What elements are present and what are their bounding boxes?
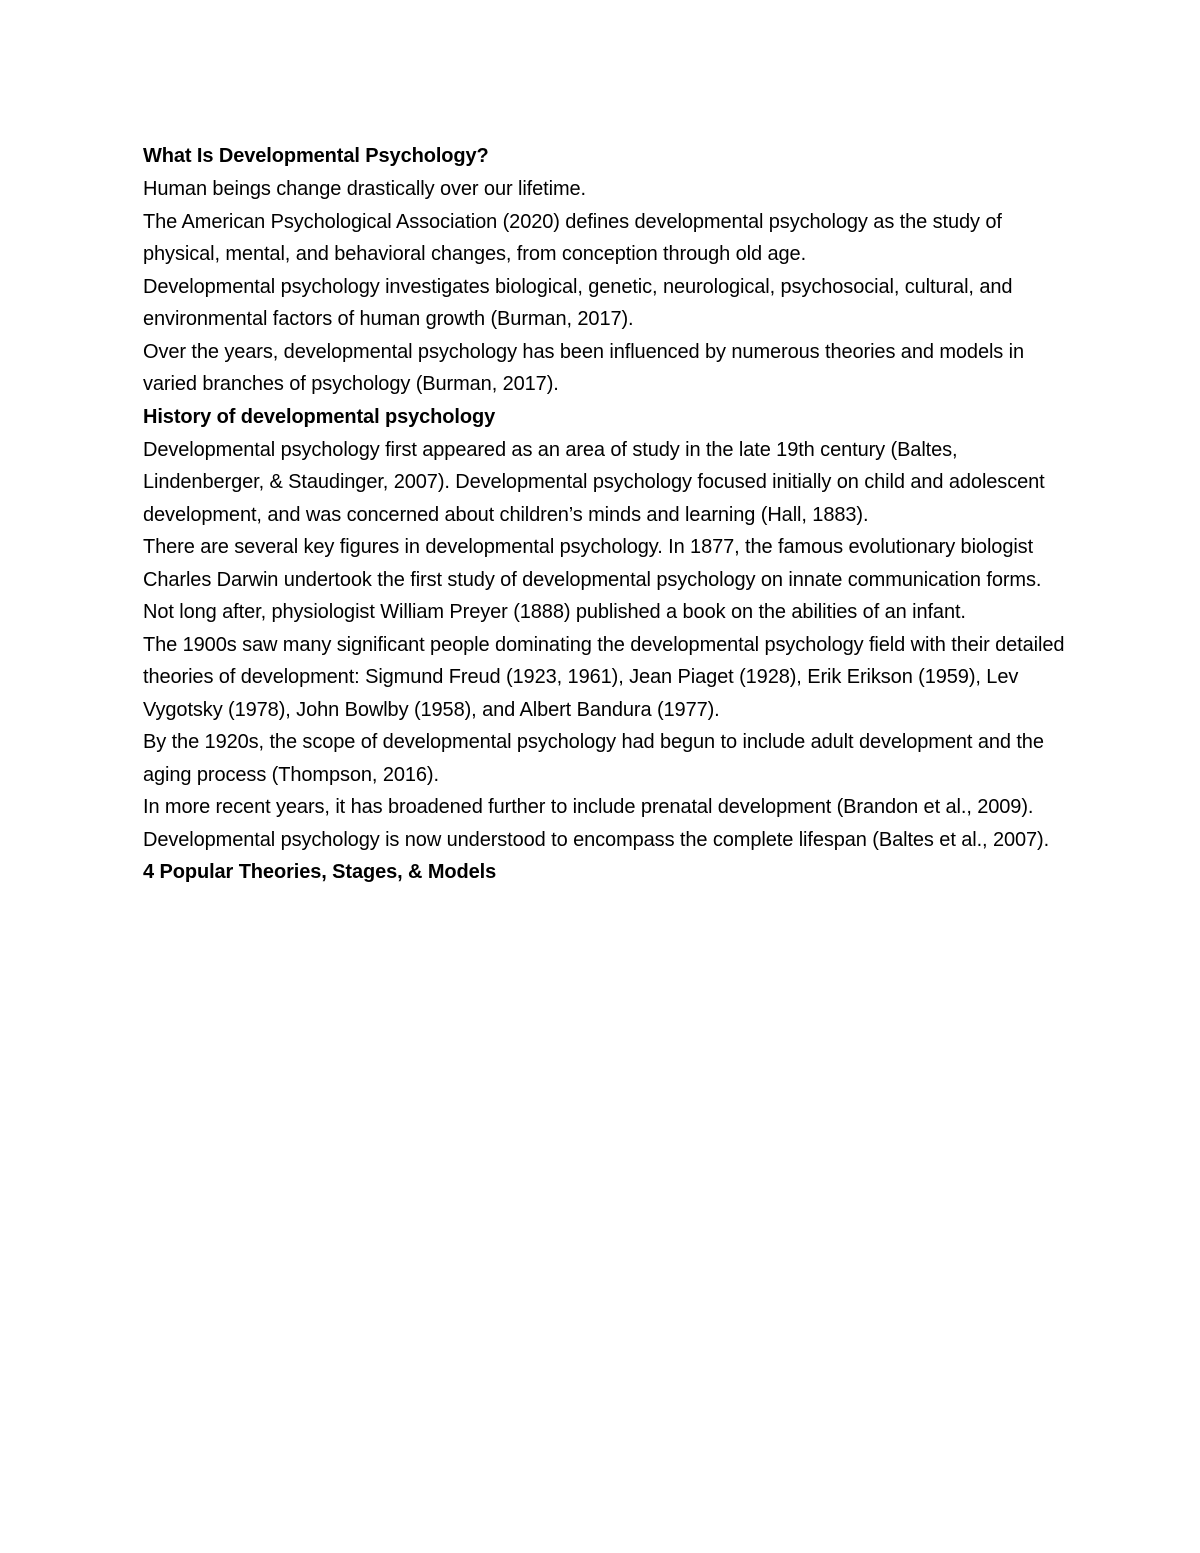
section-heading-history: History of developmental psychology: [143, 405, 496, 428]
paragraph-apa-definition: The American Psychological Association (2020) defines developmental psychology as the study of physical, mental, and behavioral changes, from conception through old age.: [143, 210, 1002, 265]
paragraph-influences: Over the years, developmental psychology has been influenced by numerous theories and models in varied branches of psychology (Burman, 2017).: [143, 340, 1025, 395]
document-body: [143, 140, 1073, 889]
paragraph-first-appeared: Developmental psychology first appeared as an area of study in the late 19th century (Baltes, Lindenberger, & Staudinger, 2007). Developmental psychology focused initially on child and adolescent development, and was concerned about children’s minds and learning (Hall, 1883).: [143, 438, 1045, 526]
paragraph-lifetime-change: Human beings change drastically over our lifetime.: [143, 178, 586, 200]
paragraph-factors: Developmental psychology investigates biological, genetic, neurological, psychosocial, cultural, and environmental factors of human growth (Burman, 2017).: [143, 275, 1013, 330]
paragraph-1920s: By the 1920s, the scope of developmental psychology had begun to include adult development and the aging process (Thompson, 2016).: [143, 731, 1044, 786]
paragraph-recent-years: In more recent years, it has broadened further to include prenatal development (Brandon et al., 2009). Developmental psychology is now understood to encompass the complete lifespan (Baltes et al., 2007).: [143, 796, 1050, 851]
section-heading-what-is: What Is Developmental Psychology?: [143, 145, 489, 167]
section-heading-popular-theories: 4 Popular Theories, Stages, & Models: [143, 861, 497, 883]
paragraph-1900s: The 1900s saw many significant people dominating the developmental psychology field with their detailed theories of development: Sigmund Freud (1923, 1961), Jean Piaget (1928), Erik Erikson (1959), Lev Vygotsky (1978), John Bowlby (1958), and Albert Bandura (1977).: [143, 633, 1065, 721]
paragraph-key-figures: There are several key figures in developmental psychology. In 1877, the famous evolutionary biologist Charles Darwin undertook the first study of developmental psychology on innate communication forms. Not long after, physiologist William Preyer (1888) published a book on the abilities of an infant.: [143, 536, 1042, 623]
